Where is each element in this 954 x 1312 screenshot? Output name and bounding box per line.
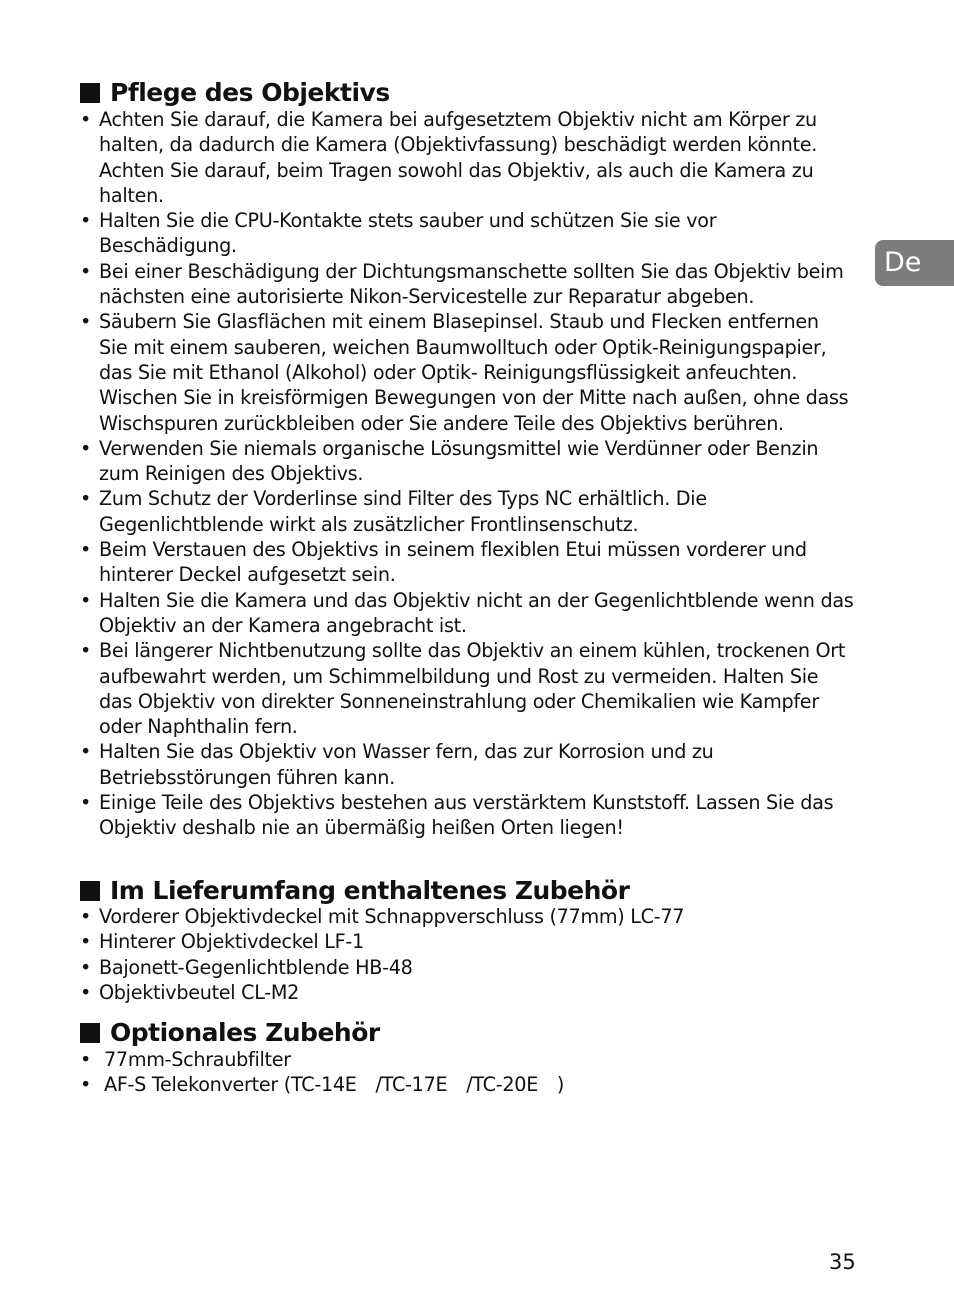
bullet-icon: •	[80, 259, 92, 283]
bullet-icon: •	[80, 209, 92, 233]
bullet-icon: •	[80, 588, 92, 612]
list-item	[80, 739, 870, 790]
list-item-text: halten, da dadurch die Kamera (Objektivfassung) beschädigt werden könnte.	[99, 133, 818, 157]
supplied-section	[80, 876, 870, 1005]
list-item	[80, 638, 870, 739]
list-item	[80, 588, 870, 639]
page-number: 35	[829, 1250, 856, 1274]
list-item-text: Objektivbeutel CL-M2	[99, 980, 300, 1004]
supplied-heading	[80, 876, 870, 906]
supplied-heading-text: Im Lieferumfang enthaltenes Zubehör	[110, 876, 630, 905]
list-item-text: aufbewahrt werden, um Schimmelbildung und Rost zu vermeiden. Halten Sie	[99, 664, 819, 688]
list-item	[80, 537, 870, 588]
list-item-text: Wischen Sie in kreisförmigen Bewegungen von der Mitte nach außen, ohne dass	[99, 386, 849, 410]
optional-list	[80, 1047, 870, 1098]
list-item-text: Halten Sie die CPU-Kontakte stets sauber und schützen Sie sie vor	[99, 209, 717, 233]
bullet-icon: •	[80, 639, 92, 663]
list-item	[80, 486, 870, 537]
list-item-text: halten.	[99, 183, 164, 207]
care-heading	[80, 78, 870, 108]
language-tab-label: De	[884, 247, 922, 278]
heading-square-icon	[80, 83, 100, 103]
bullet-icon: •	[80, 1073, 92, 1097]
list-item-text: Achten Sie darauf, beim Tragen sowohl das Objektiv, als auch die Kamera zu	[99, 158, 814, 182]
list-item	[80, 1047, 870, 1072]
list-item	[80, 259, 870, 310]
list-item-text: Halten Sie die Kamera und das Objektiv nicht an der Gegenlichtblende wenn das	[99, 588, 854, 612]
list-item-text: Halten Sie das Objektiv von Wasser fern, das zur Korrosion und zu	[99, 740, 714, 764]
optional-heading-text: Optionales Zubehör	[110, 1018, 380, 1047]
list-item-text: Beim Verstauen des Objektivs in seinem flexiblen Etui müssen vorderer und	[99, 538, 807, 562]
language-tab	[875, 240, 954, 286]
list-item-text: das Sie mit Ethanol (Alkohol) oder Optik- Reinigungsflüssigkeit anfeuchten.	[99, 360, 798, 384]
bullet-icon: •	[80, 108, 92, 131]
bullet-icon: •	[80, 930, 92, 954]
list-item-text: Vorderer Objektivdeckel mit Schnappverschluss (77mm) LC-77	[99, 905, 685, 928]
list-item-text: zum Reinigen des Objektivs.	[99, 462, 364, 486]
list-item	[80, 904, 870, 929]
list-item-text: Sie mit einem sauberen, weichen Baumwolltuch oder Optik-Reinigungspapier,	[99, 335, 827, 359]
bullet-icon: •	[80, 538, 92, 562]
list-item	[80, 790, 870, 841]
list-item	[80, 107, 870, 208]
list-item-text: nächsten eine autorisierte Nikon-Servicestelle zur Reparatur abgeben.	[99, 285, 755, 309]
list-item	[80, 309, 870, 435]
list-item	[80, 208, 870, 259]
list-item	[80, 955, 870, 980]
list-item-text: Betriebsstörungen führen kann.	[99, 765, 395, 789]
heading-square-icon	[80, 881, 100, 901]
list-item-text: Wischspuren zurückbleiben oder Sie andere Teile des Objektivs berühren.	[99, 411, 784, 435]
list-item	[80, 929, 870, 954]
supplied-list	[80, 904, 870, 1005]
list-item-text: Verwenden Sie niemals organische Lösungsmittel wie Verdünner oder Benzin	[99, 436, 819, 460]
bullet-icon: •	[80, 310, 92, 334]
bullet-icon: •	[80, 905, 92, 928]
list-item-text: Beschädigung.	[99, 234, 237, 258]
list-item	[80, 436, 870, 487]
list-item-text: Zum Schutz der Vorderlinse sind Filter des Typs NC erhältlich. Die	[99, 487, 707, 511]
list-item	[80, 1072, 870, 1097]
list-item-text: Objektiv deshalb nie an übermäßig heißen Orten liegen!	[99, 816, 624, 840]
list-item-text: Einige Teile des Objektivs bestehen aus verstärktem Kunststoff. Lassen Sie das	[99, 791, 834, 815]
list-item-text: Säubern Sie Glasflächen mit einem Blasepinsel. Staub und Flecken entfernen	[99, 310, 819, 334]
bullet-icon: •	[80, 740, 92, 764]
list-item-text: Bajonett-Gegenlichtblende HB-48	[99, 955, 413, 979]
bullet-icon: •	[80, 487, 92, 511]
list-item-text: AF-S Telekonverter (TC-14E /TC-17E /TC-20E )	[104, 1073, 565, 1097]
heading-square-icon	[80, 1023, 100, 1043]
care-heading-text: Pflege des Objektivs	[110, 78, 390, 107]
optional-heading	[80, 1018, 870, 1048]
list-item-text: Bei längerer Nichtbenutzung sollte das Objektiv an einem kühlen, trockenen Ort	[99, 639, 846, 663]
list-item-text: Gegenlichtblende wirkt als zusätzlicher Frontlinsenschutz.	[99, 512, 639, 536]
list-item-text: Objektiv an der Kamera angebracht ist.	[99, 613, 467, 637]
bullet-icon: •	[80, 980, 92, 1004]
bullet-icon: •	[80, 1048, 92, 1071]
list-item-text: das Objektiv von direkter Sonneneinstrahlung oder Chemikalien wie Kampfer	[99, 689, 819, 713]
care-section	[80, 78, 870, 841]
care-list	[80, 107, 870, 841]
list-item	[80, 980, 870, 1005]
list-item-text: 77mm-Schraubfilter	[104, 1048, 291, 1071]
optional-section	[80, 1018, 870, 1098]
list-item-text: Achten Sie darauf, die Kamera bei aufgesetztem Objektiv nicht am Körper zu	[99, 108, 817, 131]
list-item-text: oder Naphthalin fern.	[99, 715, 298, 739]
list-item-text: Bei einer Beschädigung der Dichtungsmanschette sollten Sie das Objektiv beim	[99, 259, 844, 283]
bullet-icon: •	[80, 436, 92, 460]
list-item-text: Hinterer Objektivdeckel LF-1	[99, 930, 364, 954]
bullet-icon: •	[80, 955, 92, 979]
list-item-text: hinterer Deckel aufgesetzt sein.	[99, 563, 396, 587]
bullet-icon: •	[80, 791, 92, 815]
